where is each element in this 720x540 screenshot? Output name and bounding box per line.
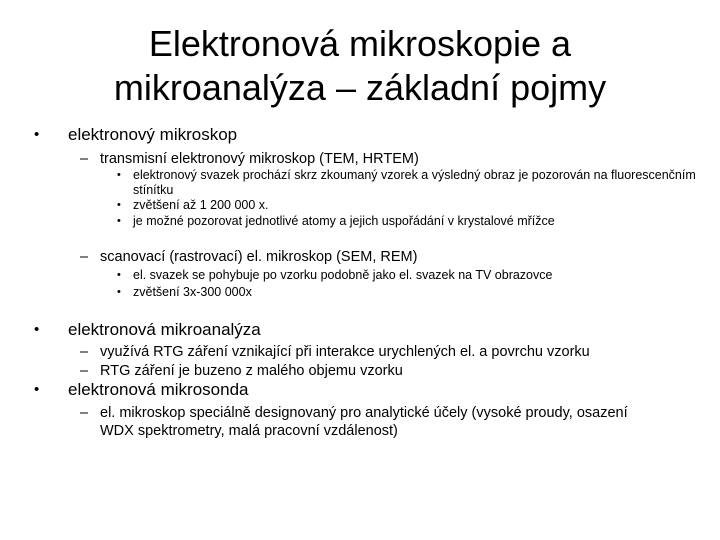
bullet-icon: • xyxy=(117,215,121,227)
bullet-item-electron-microscope: elektronový mikroskop xyxy=(68,125,238,144)
sub-item-tem: transmisní elektronový mikroskop (TEM, HRTEM) xyxy=(100,151,419,167)
sub-item-microprobe-description: el. mikroskop speciálně designovaný pro analytické účely (vysoké proudy, osazení WDX spektrometry, malá pracovní vzdálenost) xyxy=(100,405,628,439)
dash-icon: – xyxy=(80,151,89,167)
dash-icon: – xyxy=(80,405,89,421)
bullet-icon: • xyxy=(117,199,121,211)
bullet-item-microanalysis: elektronová mikroanalýza xyxy=(68,320,261,339)
slide-title-line-2: mikroanalýza – základní pojmy xyxy=(113,67,607,108)
bullet-icon: • xyxy=(34,321,40,338)
bullet-icon: • xyxy=(117,286,121,298)
dash-icon: – xyxy=(80,363,89,379)
point-tem-magnification: zvětšení až 1 200 000 x. xyxy=(133,198,269,212)
dash-icon: – xyxy=(80,249,89,265)
bullet-icon: • xyxy=(34,381,40,398)
sub-item-rtg-volume: RTG záření je buzeno z malého objemu vzorku xyxy=(100,363,403,379)
point-tem-atoms: je možné pozorovat jednotlivé atomy a jejich uspořádání v krystalové mřížce xyxy=(133,214,555,228)
sub-item-sem: scanovací (rastrovací) el. mikroskop (SEM, REM) xyxy=(100,249,418,265)
bullet-icon: • xyxy=(117,269,121,281)
bullet-icon: • xyxy=(34,126,40,143)
bullet-icon: • xyxy=(117,169,121,181)
dash-icon: – xyxy=(80,344,89,360)
point-sem-beam: el. svazek se pohybuje po vzorku podobně jako el. svazek na TV obrazovce xyxy=(133,268,553,282)
point-tem-beam: elektronový svazek prochází skrz zkoumaný vzorek a výsledný obraz je pozorován na fluorescenčním stínítku xyxy=(133,168,696,197)
bullet-item-microprobe: elektronová mikrosonda xyxy=(68,380,249,399)
sub-item-rtg-usage: využívá RTG záření vznikající při interakce urychlených el. a povrchu vzorku xyxy=(100,344,590,360)
slide-title-line-1: Elektronová mikroskopie a xyxy=(148,23,572,64)
point-sem-magnification: zvětšení 3x-300 000x xyxy=(133,285,252,299)
